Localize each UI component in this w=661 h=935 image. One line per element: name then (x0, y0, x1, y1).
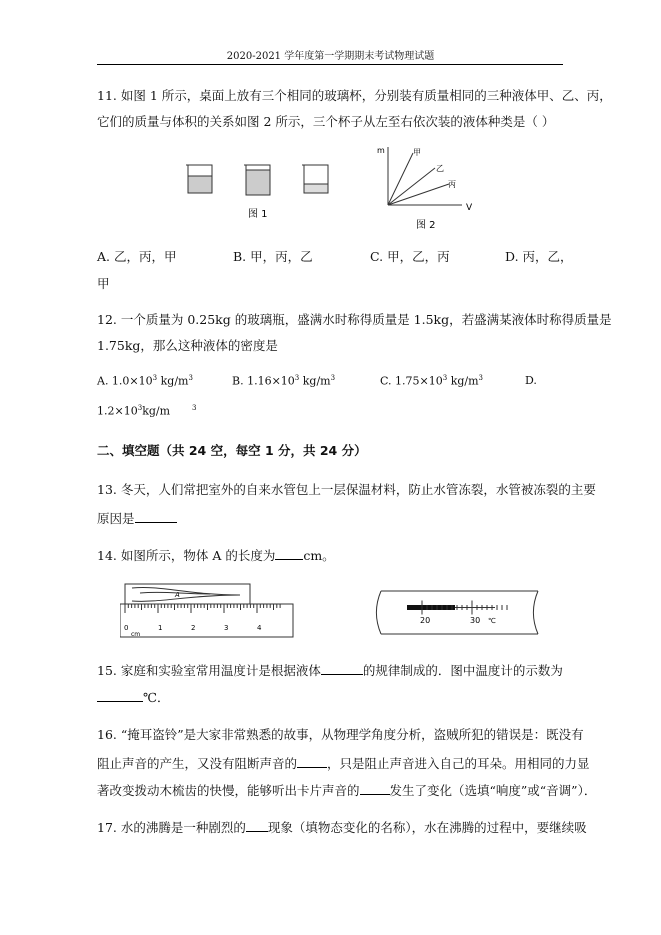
line-yi-label: 乙 (436, 164, 444, 173)
q13-line1: 13. 冬天，人们常把室外的自来水管包上一层保温材料，防止水管冻裂，水管被冻裂的主要 (97, 482, 596, 497)
thermo-unit: ℃ (488, 617, 496, 625)
fig2-caption: 图 2 (416, 220, 436, 231)
beaker-2 (244, 165, 270, 195)
axis-v-label: V (466, 203, 473, 213)
mercury-column (407, 605, 455, 610)
q16-blank-1[interactable] (297, 755, 327, 768)
q11-line2: 它们的质量与体积的关系如图 2 所示，三个杯子从左至右依次装的液体种类是（ ） (97, 114, 555, 129)
thermometer-figure (375, 590, 545, 635)
fig1-caption: 图 1 (248, 209, 268, 220)
ruler-unit: cm (131, 631, 141, 638)
q17-line1: 17. 水的沸腾是一种剧烈的 现象（填物态变化的名称），水在沸腾的过程中，要继续吸 (97, 820, 587, 835)
q11-option-d-cont: 甲 (97, 276, 110, 291)
q11-option-d: D. 丙，乙， (505, 249, 573, 264)
q11-option-c: C. 甲，乙，丙 (370, 249, 450, 264)
q16-blank-2[interactable] (360, 782, 390, 795)
q12-line2: 1.75kg，那么这种液体的密度是 (97, 338, 278, 353)
line-bing-label: 丙 (448, 180, 456, 189)
thermo-tick-20: 20 (420, 616, 431, 625)
q12-option-a: A. $1.0\times 10^3$ $kg/m^3$ (97, 374, 193, 388)
q11-option-b: B. 甲，丙，乙 (233, 249, 313, 264)
ruler-tick-2: 2 (191, 624, 196, 632)
header-rule (97, 64, 563, 65)
q12-option-b: B. $1.16\times 10^3$ $kg/m^3$ (232, 374, 336, 388)
object-a-label: A (175, 591, 180, 599)
q17-blank[interactable] (246, 819, 268, 832)
q15-blank-1[interactable] (321, 662, 363, 675)
thermo-tick-30: 30 (470, 616, 481, 625)
q15-line1: 15. 家庭和实验室常用温度计是根据液体 的规律制成的．图中温度计的示数为 (97, 663, 563, 678)
q16-line2: 阻止声音的产生，又没有阻断声音的 ，只是阻止声音进入自己的耳朵。用相同的力显 (97, 756, 590, 771)
q16-line1: 16. “掩耳盗铃”是大家非常熟悉的故事，从物理学角度分析，盗贼所犯的错误是：既没有 (97, 727, 584, 742)
q11-figure (180, 143, 480, 238)
section-2-title: 二、填空题（共 24 空，每空 1 分，共 24 分） (97, 443, 367, 458)
ruler (120, 604, 293, 637)
ruler-figure (120, 583, 300, 638)
q11-option-a: A. 乙，丙，甲 (97, 249, 177, 264)
q11-line1: 11. 如图 1 所示，桌面上放有三个相同的玻璃杯，分别装有质量相同的三种液体甲、乙、丙， (97, 88, 612, 103)
mv-graph (388, 147, 462, 205)
q13-line2: 原因是 (97, 510, 177, 527)
q12-line1: 12. 一个质量为 0.25kg 的玻璃瓶，盛满水时称得质量是 1.5kg，若盛满某液体时称得质量是 (97, 312, 612, 327)
q15-blank-2[interactable] (97, 689, 143, 702)
page-header: 2020-2021 学年度第一学期期末考试物理试题 (226, 51, 435, 62)
q12-option-c: C. $1.75\times 10^3$ $kg/m^3$ (380, 374, 484, 388)
q15-line2: ℃． (97, 689, 169, 706)
line-jia-label: 甲 (413, 148, 421, 157)
ruler-tick-1: 1 (158, 624, 163, 632)
q16-line3: 著改变拨动木梳齿的快慢，能够听出卡片声音的 发生了变化（选填“响度”或“音调”）． (97, 783, 597, 798)
q14-blank[interactable] (275, 547, 303, 560)
ruler-tick-4: 4 (257, 624, 262, 632)
axis-m-label: m (377, 146, 385, 155)
beaker-1 (186, 165, 212, 193)
beaker-3 (302, 165, 328, 193)
q13-blank[interactable] (135, 510, 177, 523)
ruler-tick-0: 0 (124, 624, 129, 632)
ruler-tick-3: 3 (224, 624, 229, 632)
q12-option-d: D. (525, 374, 537, 387)
q14-line1: 14. 如图所示，物体 A 的长度为 cm。 (97, 548, 335, 563)
q12-option-d-cont: $1.2\times 10^3kg/m$ $^3$ (97, 404, 197, 418)
